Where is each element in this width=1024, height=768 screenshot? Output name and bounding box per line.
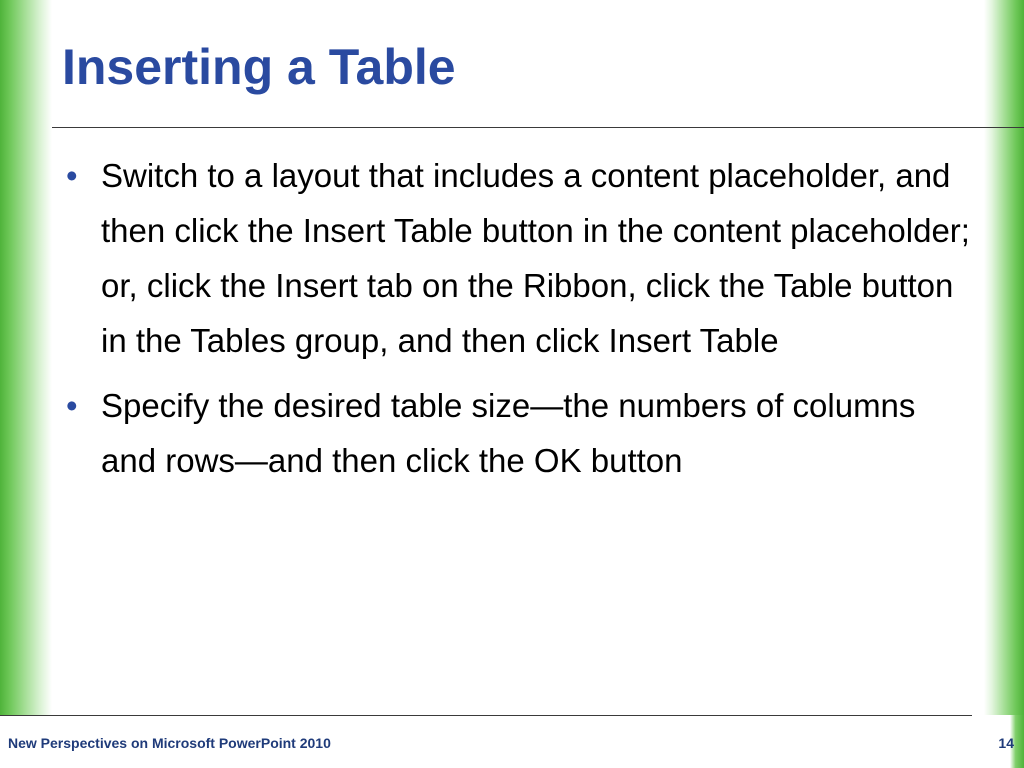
bullet-item (66, 378, 974, 488)
bullet-icon: • (66, 157, 78, 194)
page-number: 14 (998, 735, 1014, 751)
slide-body (66, 148, 974, 498)
footer-caption: New Perspectives on Microsoft PowerPoint 2010 (8, 735, 331, 751)
bullet-text: Specify the desired table size—the numbers of columns and rows—and then click the OK button (101, 387, 916, 479)
slide-title: Inserting a Table (62, 39, 456, 95)
bullet-text: Switch to a layout that includes a content placeholder, and then click the Insert Table button in the content placeholder; or, click the Insert tab on the Ribbon, click the Table button in the Tables group, and then click Insert Table (101, 157, 970, 359)
title-divider (52, 127, 1024, 128)
bullet-item (66, 148, 974, 368)
footer-divider (0, 715, 972, 716)
right-green-band (984, 0, 1024, 715)
left-green-band (0, 0, 52, 715)
bullet-icon: • (66, 387, 78, 424)
